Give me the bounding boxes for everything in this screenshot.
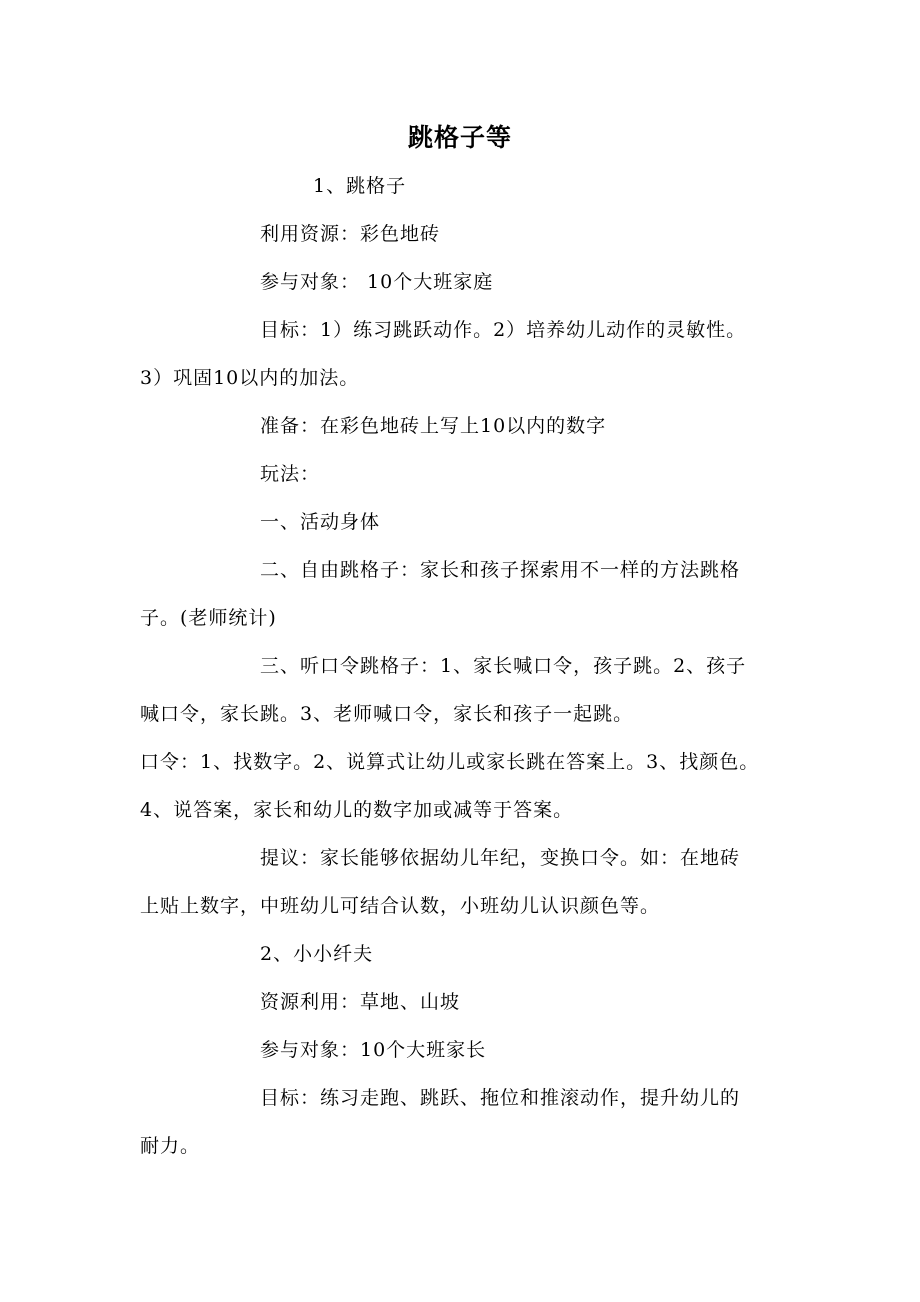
paragraph-line: 上贴上数字，中班幼儿可结合认数，小班幼儿认识颜色等。 xyxy=(140,895,661,917)
section-heading-2: 2、小小纤夫 xyxy=(260,943,374,965)
document-title: 跳格子等 xyxy=(407,123,512,152)
paragraph-line: 玩法： xyxy=(260,463,321,485)
paragraph-line: 耐力。 xyxy=(140,1135,201,1157)
paragraph-line: 一、活动身体 xyxy=(260,511,381,533)
paragraph-line: 参与对象： 10个大班家庭 xyxy=(260,271,494,293)
paragraph-line: 口令：1、找数字。2、说算式让幼儿或家长跳在答案上。3、找颜色。 xyxy=(140,751,760,773)
paragraph-line: 提议：家长能够依据幼儿年纪，变换口令。如：在地砖 xyxy=(260,847,741,869)
paragraph-line: 子。(老师统计) xyxy=(140,607,277,629)
paragraph-line: 目标：1）练习跳跃动作。2）培养幼儿动作的灵敏性。 xyxy=(260,319,747,341)
section-heading-1: 1、跳格子 xyxy=(313,175,407,197)
paragraph-line: 二、自由跳格子：家长和孩子探索用不一样的方法跳格 xyxy=(260,559,741,581)
paragraph-line: 3）巩固10以内的加法。 xyxy=(140,367,360,389)
paragraph-line: 准备：在彩色地砖上写上10以内的数字 xyxy=(260,415,607,437)
paragraph-line: 4、说答案，家长和幼儿的数字加或减等于答案。 xyxy=(140,799,574,821)
paragraph-line: 资源利用：草地、山坡 xyxy=(260,991,461,1013)
paragraph-line: 目标：练习走跑、跳跃、拖位和推滚动作，提升幼儿的 xyxy=(260,1087,741,1109)
paragraph-line: 参与对象：10个大班家长 xyxy=(260,1039,487,1061)
paragraph-line: 利用资源：彩色地砖 xyxy=(260,223,441,245)
paragraph-line: 喊口令，家长跳。3、老师喊口令，家长和孩子一起跳。 xyxy=(140,703,634,725)
paragraph-line: 三、听口令跳格子：1、家长喊口令，孩子跳。2、孩子 xyxy=(260,655,747,677)
